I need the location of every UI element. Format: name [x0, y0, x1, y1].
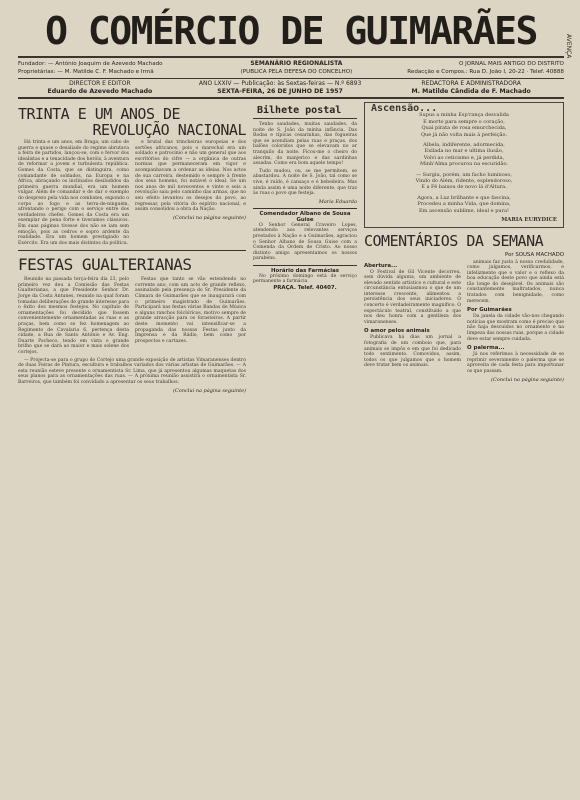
director-name: Eduardo de Azevedo Machado — [47, 88, 153, 95]
comentarios-title: COMENTÁRIOS DA SEMANA — [364, 231, 544, 250]
comentarios-c5: Já nos referimos à necessidade de se reprimir severamente o palerma que se aproveita de cada festa para importunar os que passam. — [467, 352, 564, 374]
article-trinta-title — [18, 106, 246, 138]
founder-line: Fundador: — António Joaquim de Azevedo Machado — [18, 61, 163, 67]
comendador-title: Comendador Albano de Sousa Guise — [253, 208, 357, 223]
staff-bar — [18, 79, 564, 97]
comentarios-body — [364, 260, 564, 383]
admin-label: REDACTORA E ADMINISTRADORA — [421, 80, 521, 87]
admin-name: M. Matilde Cândida de F. Machado — [411, 88, 531, 95]
address-line: Redacção e Compos.: Rua D. João I, 20-22 · Telef. 40888 — [407, 69, 564, 75]
poem-lines: Supus a minha Esp'rança desvalida E morto para sempre o coração, Quai pirata de rosa emurchecida, Que já não volta mais à perfeição. Albela, indiferente, adormecida, Exilada no mar e ultima ilusão, Volvi ao ceticismo e, já perdida, Minh'Alma procurou na escuridão. — Surgiu, porém, um facho luminoso, Vindo do Além, ridente, esplendoroso, E a Fé baixou de novo lá d'Altura. Agora, a Luz brilhante e que fascina, Procedeu a minha Vida, que domina, Em ascensão sublime, ideal e pura! — [415, 112, 513, 214]
comentarios-c4: Da janela da cidade vão-nos chegando notícias que mostram como é preciso que não haja descuidos no ornamento e na limpeza das nossas ruas, porque a cidade deve estar sempre cuidada. — [467, 314, 564, 342]
comentarios-byline: Por SOUSA MACHADO — [505, 251, 564, 258]
issue-line: ANO LXXIV — Publicação: às Sextas-feiras — N.º 6893 — [198, 80, 362, 87]
owners-line: Proprietárias: — M. Matilde C. F. Machado e Irmã — [18, 69, 154, 75]
article-festas-title: FESTAS GUALTERIANAS — [18, 255, 192, 275]
avenca-mark: AVENÇA — [565, 34, 572, 59]
sub-guimaraes: Por Guimarães — [467, 307, 512, 314]
director-label: DIRECTOR E EDITOR — [69, 80, 131, 87]
article-festas-col3: — Projecta-se para o grupo do Cortejo uma grande exposição de artistas Vimaranenses dentro de duas Feiras de Pintura, escultura e trabalhos variados dos várias artistas de Guimarães. — A esta reunião esteve presente o ornamentista Sr. Lima, que já apresentou algumas maquetas dos seus planos para as ornamentações das ruas. — A próxima reunião assistirá o ornamentista Sr. Barreiros, que também foi convidado a apresentar os seus trabalhos. — [18, 357, 246, 385]
comentarios-note: (Conclui na página seguinte) — [490, 376, 564, 383]
bilhete-signature: Maria Eduarda — [318, 198, 357, 205]
title-line-1: TRINTA E UM ANOS DE — [18, 105, 181, 123]
sub-animais: O amor pelos animais — [364, 328, 430, 335]
masthead-title: O COMÉRCIO DE GUIMARÃES — [45, 9, 537, 53]
article-festas-col2: Festas que tanto se vão estendendo no corrente ano, com um acto de grande reflexo, assinalado pela presença do Sr. Presidente da Câmara de Guimarães que se inaugurará com o primeiro magistrado de Guimarães. Participará nas festas várias Bandas de Música e alguns ranchos folclóricos, motivo sempre de grande atracção para os forasteiros. A partir deste momento vai intensificar-se a propaganda das nossas Festas junto da Imprensa e da Rádio, bem como por prospectos e cartazes. — [135, 277, 246, 344]
middle-column — [253, 102, 357, 394]
comendador-body: O Senhor General Craveiro Lopes, atendendo aos relevantes serviços prestados à Nação e a Guimarães, agraciou o Senhor Albano de Sousa Guise com a Comenda da Ordem de Cristo. Ao nosso distinto amigo apresentamos os nossos parabéns. — [253, 222, 357, 262]
farmacias-body: No próximo domingo está de serviço permanente a farmácia — [253, 273, 357, 285]
article-festas-col1: Reunido na passada terça-feira dia 23, pelo primeiro vez deu a Comissão das Festas Gualterianas, a que Presidente Senhor Dr. Jorge da Costa Antunes, reunido na qual foram tomadas deliberações de grande interesse para o êxito dos mesmos festejos. No capítulo de ornamentações foi decidido que fossem convenientemente ornamentadas as ruas e as praças, bem como se fez homenagem ao Regimento de Cavalaria 6, pertença desta cidade, a Rua de Santo António e Av. Eng. Duarte Pacheco, tendo em vista o grande brilho que se dará ao maior e mais solene dos cortejos. — [18, 277, 129, 355]
article-trinta-body — [18, 140, 246, 246]
weekly-type: SEMANÁRIO REGIONALISTA — [250, 60, 343, 67]
issue-date: SEXTA-FEIRA, 26 DE JUNHO DE 1957 — [217, 88, 343, 95]
oldest-line: O JORNAL MAIS ANTIGO DO DISTRITO — [458, 61, 564, 67]
article-trinta-note: (Conclui na página seguinte) — [172, 214, 246, 221]
comentarios-c2: Publicava há dias um jornal a fotografia de um comboio que, para animais se impôs e em que foi dedicado todo sentimento. Comovidos, assim, todos os que julgamos que o homem deve tratar bem os animais. — [364, 335, 461, 369]
poem-ascensao — [364, 102, 564, 228]
bilhete-p1: Tenho saudades, muitas saudades, da noite de S. João da minha infância. Das Rodas e típicas cesarinhas, das fogueiras que se acendiam pelas ruas e praças, dos balões coloridos que se elevavam no ar tranquilo da noite. Ficou-me o cheiro do alecrim, do manjerico e das sardinhas assadas. Como era bom aquele tempo! — [253, 122, 357, 167]
article-trinta-col1: Há trinta e um anos, em Braga, um cabo de guerra e quase o desaliado do regime abrutava a feira de partidos, lançou-se, com o fervor dos idealistas e a tenacidade dos heróis, à aventura de reformar a jovem e turbulenta república. Gomes da Costa, que se distinguira, como comandante de soldados, na Europa e na África, abraçando os inclinados desiludidos da primeira guerra mundial, era um homem vulgar. Além de comandar e de dar o exemplo do desprezo pela vida nos combates, expondo o corpo ao fogo e as terra-de-ninguém, afrontando o perigo com o serviço entre dos verdadeiros chefes. Gomes da Costa era um exemplar de pena forte e tiveramos clássicos. Em suas páginas tivesse dos não se iam sem emoção, pois as cedros e sopro ardente da realidade. Era um homem prestigiado no Exército. Era um dos mais distintos da política. — [18, 140, 129, 246]
right-column — [364, 102, 564, 394]
sub-palerma: O palerma... — [467, 345, 505, 352]
left-column — [18, 102, 246, 394]
sub-abertura: Abertura... — [364, 262, 398, 269]
article-festas-note: (Conclui na página seguinte) — [172, 387, 246, 394]
farmacias-title: Horário das Farmácias — [253, 265, 357, 274]
info-bar — [18, 58, 564, 78]
article-trinta-col2: e brutal das trincheiras europeias e dos sertões africanos, pois o marechal era um soldado e patrocínio e não um general que aos escritórios do cifre — a orgânica de outras normas que permaneceram em vigor e acompanhavam a ordenar as ideias. Nos actos de sua carreira, destemido e sempre à frente dos seus homens, foi notável o ideal. Se um nos anos de mil novecentos e vinte e seis a revolução saiu pelo caminho das armas, que no seu efeito levantou os desejos do povo, ao regressar, pela vitória do espírito nacional, e assim consolidou a obra da Nação. — [135, 140, 246, 213]
poem-title: Ascensão... — [371, 103, 438, 114]
content-columns — [18, 102, 564, 394]
farmacia-praca: PRAÇA. Telef. 40407. — [273, 285, 337, 292]
weekly-note: (PUBLICA PELA DEFESA DO CONCELHO) — [240, 69, 353, 75]
bilhete-p2: Tudo mudou, ou, se me permitem, se abastardou. A noite de S. João, tal como se vive, é ruído, é cansaço e é bebedeira. Mas ainda assim é uma noite diferente, que traz às ruas o povo que festeja. — [253, 168, 357, 197]
comentarios-c3: animais faz justa à nossa credulidade, como julgamos, verificarmos, e infelizmente que o valor e o reflexo da boa educação deste povo que ainda está tão longe do desejável. Os animais são constantemente maltratados, nunca tratados com benignidade, como merecem. — [467, 259, 564, 304]
article-festas-body — [18, 277, 246, 355]
bilhete-postal-head: Bilhete postal — [253, 102, 357, 119]
comentarios-c1: O Festival de Gil Vicente decorreu, sem dúvida alguma, um ambiente de elevado sentido artístico e cultural e este circunstância entusiasmou o que de um interesse crescente, alimentou a persistência dos seus iniciadores. O concerto é verdadeiramente magnífico. O espectáculo teatral, constituído a que nos deu honra com a gentileza dos vimaranenses. — [364, 269, 461, 325]
title-line-2: REVOLUÇÃO NACIONAL — [92, 121, 246, 139]
poem-author: MARIA EURYDICE — [501, 217, 557, 224]
